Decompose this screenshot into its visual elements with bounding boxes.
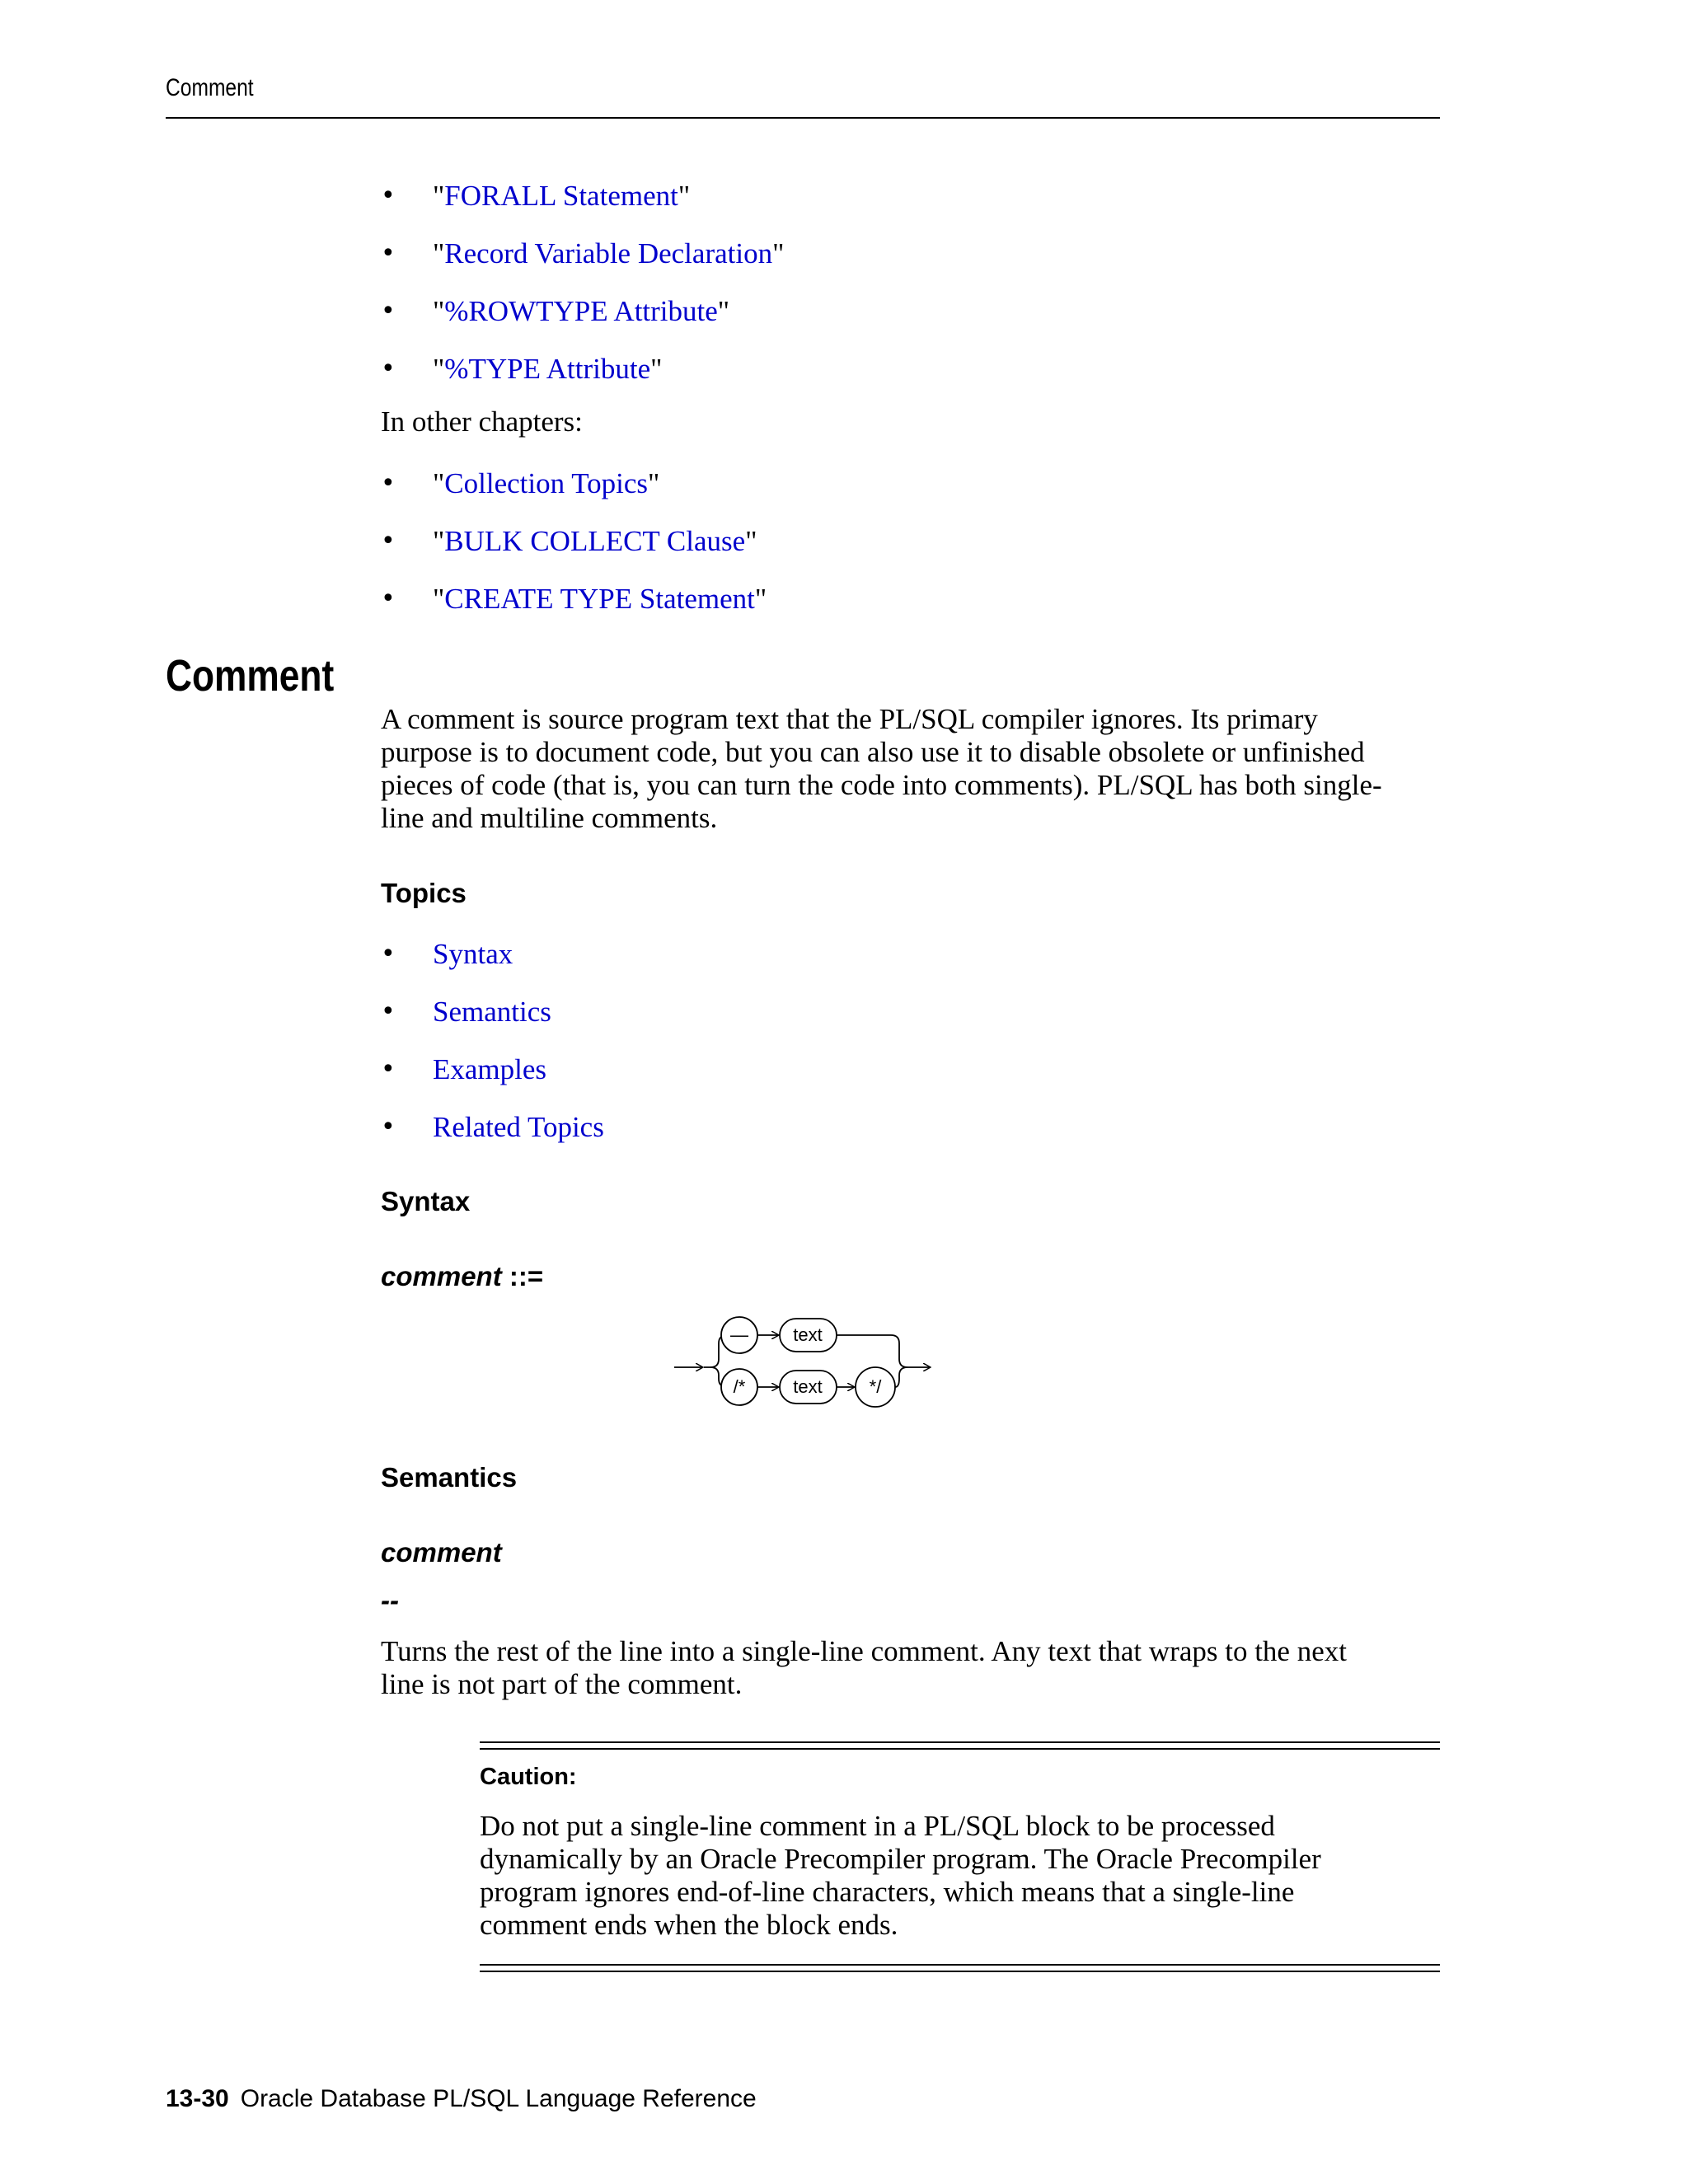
top-branch-exit — [837, 1335, 907, 1367]
link-examples[interactable]: Examples — [433, 1053, 547, 1085]
intro-paragraph: A comment is source program text that the PL/SQL compiler ignores. Its primary purpose is to document code, but you can also use it to disable obsolete or unfinished pieces of code (that is, you can turn the code into comments). PL/SQL has both single- line and multiline comments. — [381, 703, 1382, 834]
open-token-label: /* — [733, 1376, 746, 1397]
link-semantics[interactable]: Semantics — [433, 996, 551, 1028]
text-token-label-bottom: text — [793, 1376, 823, 1397]
link-create-type-statement[interactable]: CREATE TYPE Statement — [444, 583, 755, 615]
link-forall-statement[interactable]: FORALL Statement — [444, 180, 678, 212]
bullet-icon: • — [381, 527, 396, 555]
caution-top-rule — [480, 1741, 1440, 1750]
link-rowtype-attribute[interactable]: %ROWTYPE Attribute — [444, 295, 718, 327]
bullet-icon: • — [381, 239, 396, 268]
bullet-icon: • — [381, 297, 396, 326]
grammar-name: comment — [381, 1261, 502, 1291]
running-head: Comment — [166, 74, 254, 101]
caution-label: Caution: — [480, 1764, 577, 1790]
link-collection-topics[interactable]: Collection Topics — [444, 467, 649, 499]
bullet-icon: • — [381, 181, 396, 210]
close-token-label: */ — [869, 1376, 882, 1397]
bullet-icon: • — [381, 940, 396, 968]
semantics-heading: Semantics — [381, 1462, 518, 1493]
grammar-rule — [381, 1260, 543, 1293]
comment-syntax-diagram — [668, 1310, 940, 1418]
bullet-icon: • — [381, 354, 396, 383]
grammar-operator: ::= — [501, 1261, 544, 1291]
syntax-heading: Syntax — [381, 1186, 471, 1216]
bullet-icon: • — [381, 1055, 396, 1084]
bullet-icon: • — [381, 584, 396, 613]
link-record-variable-declaration[interactable]: Record Variable Declaration — [444, 237, 773, 269]
caution-text: Do not put a single-line comment in a PL/SQL block to be processed dynamically by an Oracle Precompiler program. The Oracle Precompiler program ignores end-of-line characters, which means that a single-line comment ends when the block ends. — [480, 1810, 1321, 1941]
page-footer — [166, 2085, 757, 2113]
header-rule — [166, 117, 1440, 119]
bullet-icon: • — [381, 1113, 396, 1141]
bullet-icon: • — [381, 469, 396, 498]
caution-bottom-rule — [480, 1964, 1440, 1972]
link-bulk-collect-clause[interactable]: BULK COLLECT Clause — [444, 525, 746, 557]
link-related-topics[interactable]: Related Topics — [433, 1111, 604, 1143]
text-token-label-top: text — [793, 1324, 823, 1345]
semantics-paragraph: Turns the rest of the line into a single-line comment. Any text that wraps to the next line is not part of the comment. — [381, 1635, 1347, 1700]
bottom-branch-exit — [895, 1367, 907, 1387]
topics-heading: Topics — [381, 878, 467, 908]
single-line-token-label: — — [730, 1324, 748, 1345]
section-title: Comment — [166, 651, 335, 701]
document-page: Comment • "FORALL Statement" • "Record Variable Declaration" • "%ROWTYPE Attribute" • "%TYPE Attribute" In other chapters: • "Collection Topics" • "BULK COLLECT Clause" • "CREATE TYPE Statement" Comment A comment is source program text that the PL/SQL compiler ignores. Its primary purpose is to document code, but you can also use it to disable obsolete or unfinished pieces of code (that is, you can turn the code into comments). PL/SQL has both single- line and multiline comments. Topics • Syntax • Semantics • Examples • Related Topics Syntax comment ::= — text /* text */ Semantics comment -- Turns the rest of the line into a single-line comment. Any text that wraps to the next line is not part of the comment. Caution: Do not put a single-line comment in a PL/SQL block to be processed dynamically by an Oracle Precompiler program. The Oracle Precompiler program ignores end-of-line characters, which means that a single-line comment ends when the block ends. 13-30 Oracle Database PL/SQL Language Reference — [0, 0, 1688, 2184]
book-title: Oracle Database PL/SQL Language Reference — [240, 2085, 757, 2112]
page-number: 13-30 — [166, 2085, 229, 2112]
link-type-attribute[interactable]: %TYPE Attribute — [444, 353, 651, 385]
link-syntax[interactable]: Syntax — [433, 938, 513, 970]
semantics-symbol: -- — [381, 1585, 399, 1615]
bullet-icon: • — [381, 997, 396, 1026]
semantics-term: comment — [381, 1537, 502, 1568]
other-chapters-label: In other chapters: — [381, 405, 583, 438]
